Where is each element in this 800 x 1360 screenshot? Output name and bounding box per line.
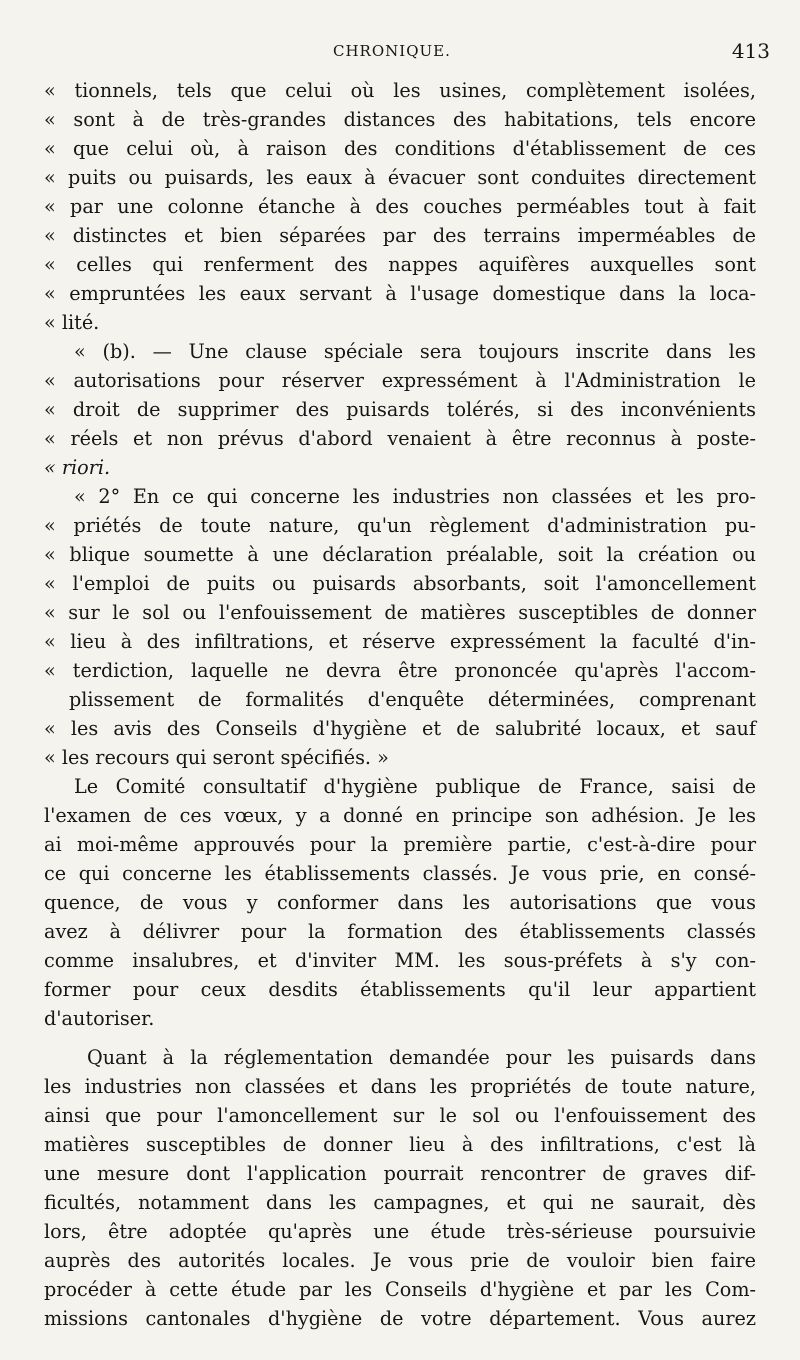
text-line: « droit de supprimer des puisards tolérés, si des inconvénients	[44, 398, 756, 421]
text-line: « riori.	[44, 456, 111, 479]
text-line: « puits ou puisards, les eaux à évacuer sont conduites directement	[44, 166, 756, 189]
text-line: missions cantonales d'hygiène de votre département. Vous aurez	[44, 1307, 756, 1330]
text-line: l'examen de ces vœux, y a donné en principe son adhésion. Je les	[44, 804, 756, 827]
text-line: procéder à cette étude par les Conseils d'hygiène et par les Com-	[44, 1278, 756, 1301]
text-line: auprès des autorités locales. Je vous prie de vouloir bien faire	[44, 1249, 756, 1272]
text-line: les industries non classées et dans les propriétés de toute nature,	[44, 1075, 756, 1098]
text-line: plissement de formalités d'enquête déterminées, comprenant	[69, 688, 756, 711]
text-line: « (b). — Une clause spéciale sera toujours inscrite dans les	[74, 340, 756, 363]
page-number: 413	[731, 39, 770, 63]
text-line: « que celui où, à raison des conditions d'établissement de ces	[44, 137, 756, 160]
text-line: « l'emploi de puits ou puisards absorbants, soit l'amoncellement	[44, 572, 756, 595]
text-line: « sont à de très-grandes distances des habitations, tels encore	[44, 108, 756, 131]
text-line: « priétés de toute nature, qu'un règlement d'administration pu-	[44, 514, 756, 537]
text-line: « autorisations pour réserver expressément à l'Administration le	[44, 369, 756, 392]
running-head	[0, 38, 800, 68]
text-line: une mesure dont l'application pourrait rencontrer de graves dif-	[44, 1162, 756, 1185]
text-line: « lité.	[44, 311, 100, 334]
text-line: « blique soumette à une déclaration préalable, soit la création ou	[44, 543, 756, 566]
text-line: Quant à la réglementation demandée pour les puisards dans	[87, 1046, 756, 1069]
body-text	[44, 76, 756, 1333]
text-line: avez à délivrer pour la formation des établissements classés	[44, 920, 756, 943]
text-line: quence, de vous y conformer dans les autorisations que vous	[44, 891, 756, 914]
text-line: ai moi-même approuvés pour la première partie, c'est-à-dire pour	[44, 833, 756, 856]
text-line: « par une colonne étanche à des couches perméables tout à fait	[44, 195, 756, 218]
text-line: former pour ceux desdits établissements qu'il leur appartient	[44, 978, 756, 1001]
text-line: « terdiction, laquelle ne devra être prononcée qu'après l'accom-	[44, 659, 756, 682]
paragraph-gap	[44, 1033, 756, 1043]
text-line: ainsi que pour l'amoncellement sur le sol ou l'enfouissement des	[44, 1104, 756, 1127]
text-line: « réels et non prévus d'abord venaient à être reconnus à poste-	[44, 427, 756, 450]
text-line: comme insalubres, et d'inviter MM. les sous-préfets à s'y con-	[44, 949, 756, 972]
text-line: Le Comité consultatif d'hygiène publique de France, saisi de	[74, 775, 756, 798]
text-line: matières susceptibles de donner lieu à des infiltrations, c'est là	[44, 1133, 756, 1156]
text-line: « empruntées les eaux servant à l'usage domestique dans la loca-	[44, 282, 756, 305]
text-line: lors, être adoptée qu'après une étude très-sérieuse poursuivie	[44, 1220, 756, 1243]
text-line: « tionnels, tels que celui où les usines, complètement isolées,	[44, 79, 756, 102]
text-line: d'autoriser.	[44, 1007, 155, 1030]
text-line: « les recours qui seront spécifiés. »	[44, 746, 389, 769]
text-line: « les avis des Conseils d'hygiène et de salubrité locaux, et sauf	[44, 717, 756, 740]
running-title: CHRONIQUE.	[333, 42, 451, 60]
text-line: ficultés, notamment dans les campagnes, et qui ne saurait, dès	[44, 1191, 756, 1214]
text-line: « 2° En ce qui concerne les industries non classées et les pro-	[74, 485, 756, 508]
text-line: « distinctes et bien séparées par des terrains imperméables de	[44, 224, 756, 247]
text-line: ce qui concerne les établissements classés. Je vous prie, en consé-	[44, 862, 756, 885]
text-line: « lieu à des infiltrations, et réserve expressément la faculté d'in-	[44, 630, 756, 653]
text-line: « sur le sol ou l'enfouissement de matières susceptibles de donner	[44, 601, 756, 624]
text-line: « celles qui renferment des nappes aquifères auxquelles sont	[44, 253, 756, 276]
